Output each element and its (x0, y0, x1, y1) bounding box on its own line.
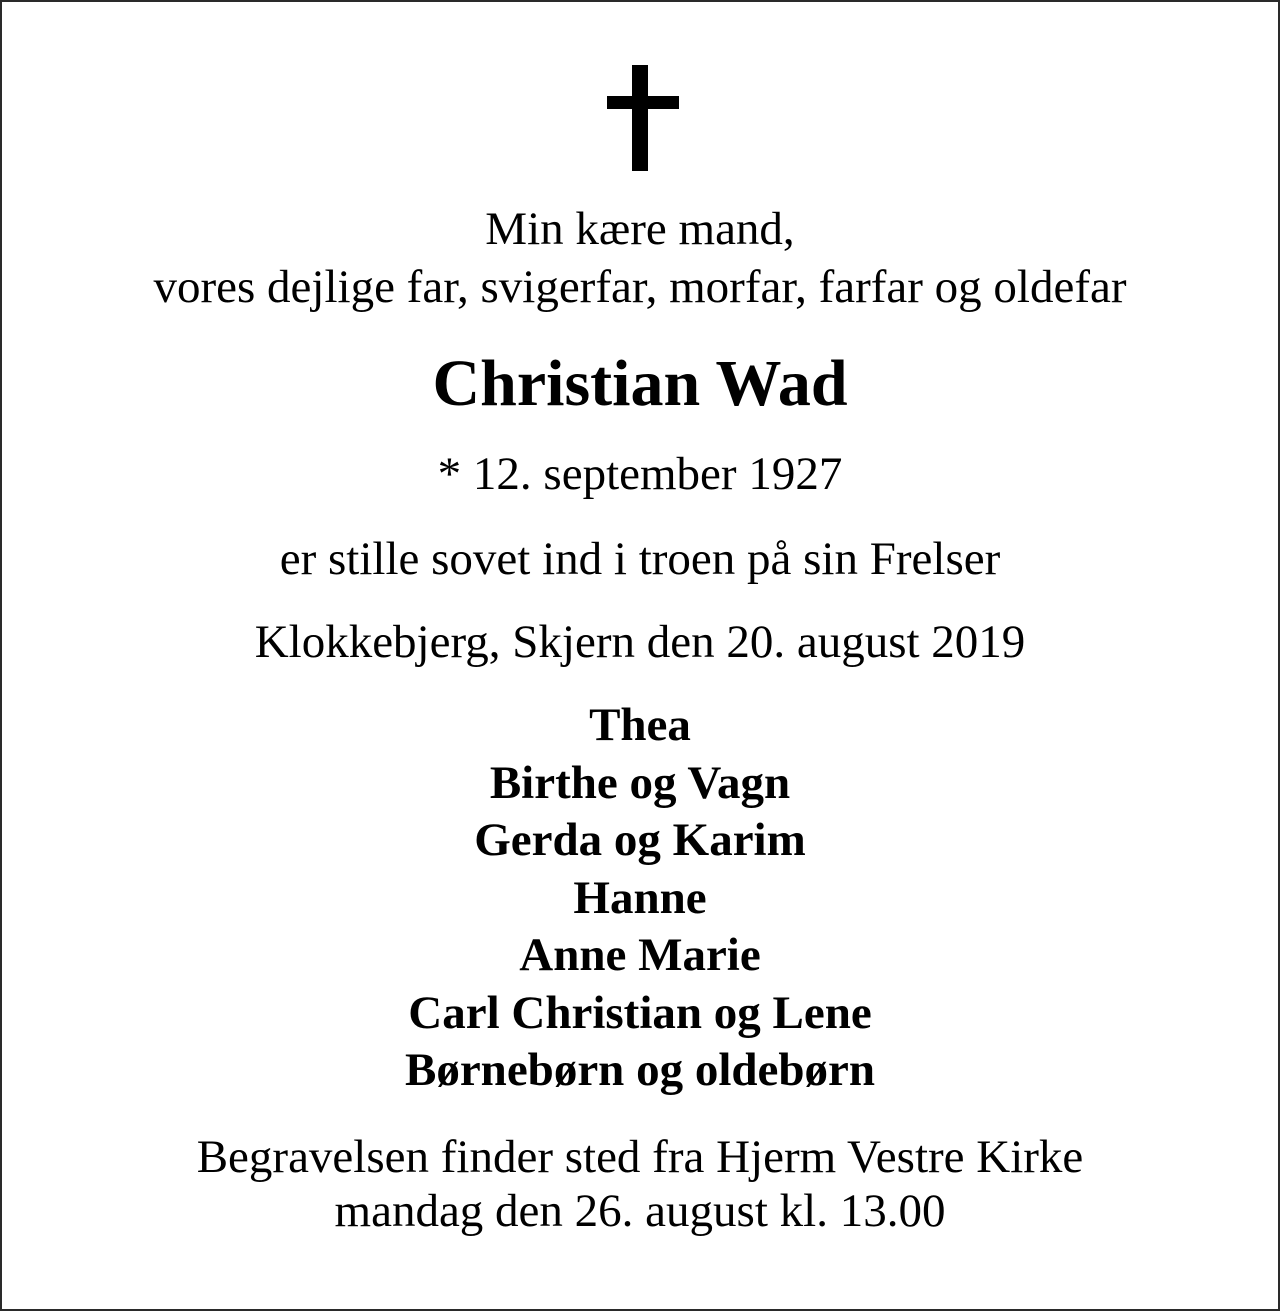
family-member: Hanne (573, 871, 707, 924)
cross-horizontal-bar (607, 96, 679, 109)
family-member: Carl Christian og Lene (408, 986, 872, 1039)
family-member: Anne Marie (519, 929, 761, 981)
passing-text: er stille sovet ind i troen på sin Frelser (279, 533, 1001, 585)
intro-line-2: vores dejlige far, svigerfar, morfar, farfar og oldefar (153, 261, 1127, 313)
family-list (0, 697, 1280, 1100)
birth-date: * 12. september 1927 (437, 448, 843, 500)
family-member: Gerda og Karim (474, 814, 806, 866)
funeral-line-2: mandag den 26. august kl. 13.00 (334, 1185, 946, 1237)
family-member: Thea (589, 699, 691, 751)
deceased-name: Christian Wad (432, 347, 848, 420)
intro-line-1: Min kære mand, (485, 203, 795, 255)
intro-text (0, 200, 1280, 316)
family-member: Birthe og Vagn (489, 756, 791, 809)
funeral-info (0, 1130, 1280, 1238)
funeral-line-1: Begravelsen finder sted fra Hjerm Vestre Kirke (196, 1131, 1084, 1183)
cross-icon (607, 65, 679, 171)
place-and-date: Klokkebjerg, Skjern den 20. august 2019 (254, 616, 1026, 668)
family-member: Børnebørn og oldebørn (404, 1044, 876, 1096)
cross-vertical-bar (632, 65, 648, 171)
